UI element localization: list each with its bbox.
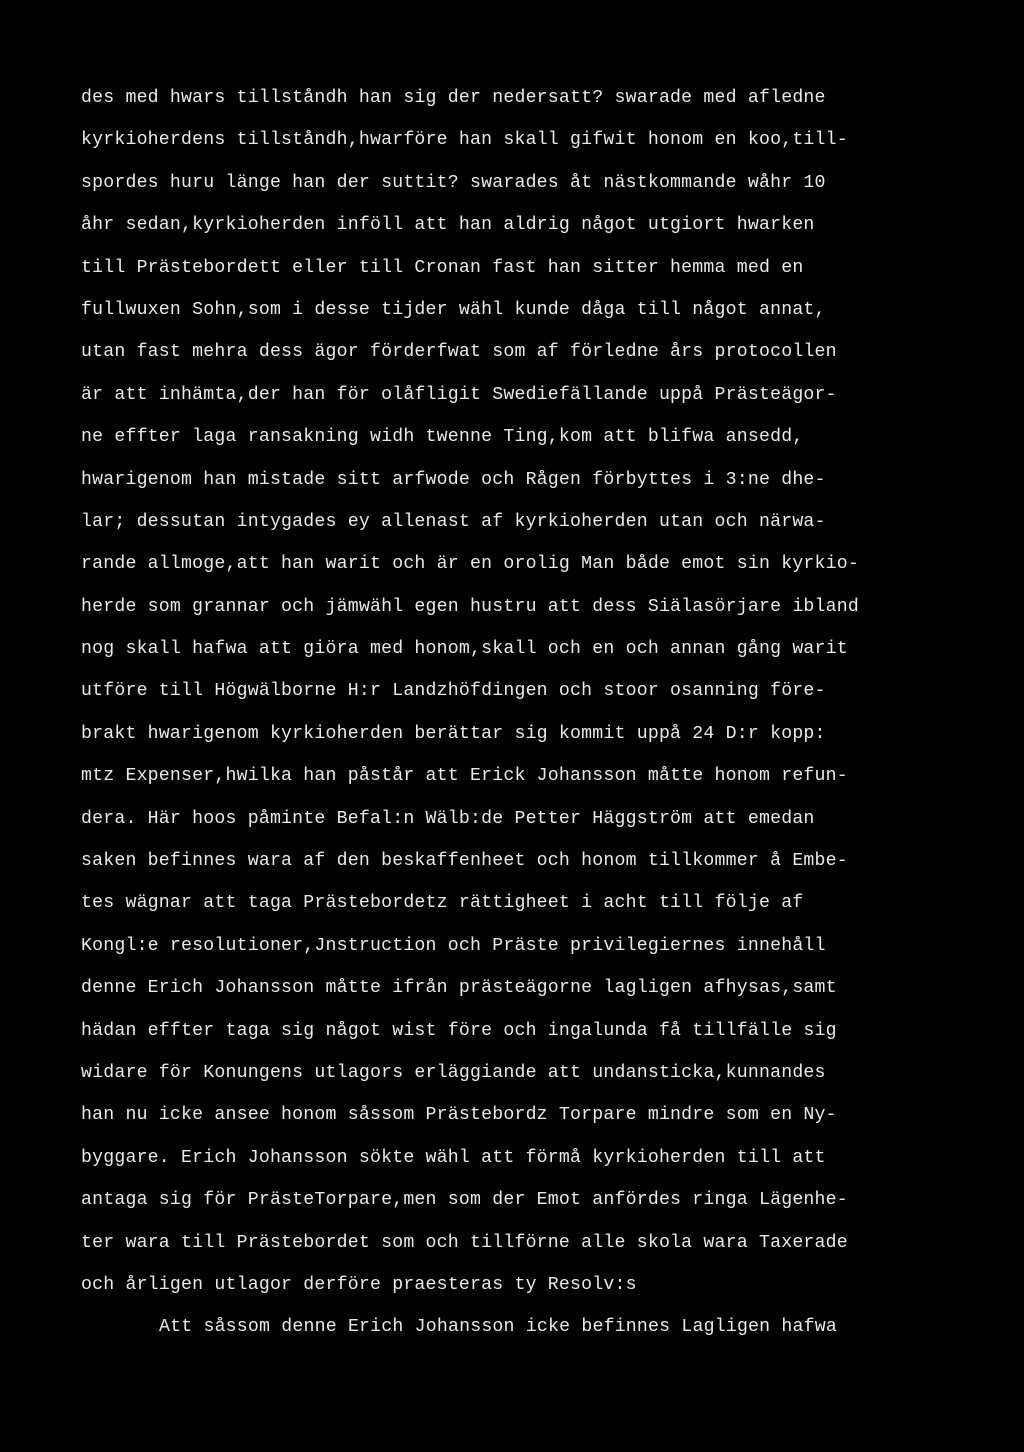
text-line-25: han nu icke ansee honom såssom Prästebordz Torpare mindre som en Ny- xyxy=(81,1105,837,1126)
text-line-19: saken befinnes wara af den beskaffenheet och honom tillkommer å Embe- xyxy=(81,851,848,872)
text-line-11: lar; dessutan intygades ey allenast af kyrkioherden utan och närwa- xyxy=(81,511,826,532)
text-line-26: byggare. Erich Johansson sökte wähl att förmå kyrkioherden till att xyxy=(81,1147,826,1168)
text-line-7: utan fast mehra dess ägor förderfwat som af förledne års protocollen xyxy=(81,342,837,363)
text-line-15: utföre till Högwälborne H:r Landzhöfdingen och stoor osanning före- xyxy=(81,681,826,702)
text-line-12: rande allmoge,att han warit och är en orolig Man både emot sin kyrkio- xyxy=(81,554,859,575)
document-text xyxy=(81,80,981,1352)
text-line-4: åhr sedan,kyrkioherden inföll att han aldrig något utgiort hwarken xyxy=(81,215,815,236)
text-line-18: dera. Här hoos påminte Befal:n Wälb:de Petter Häggström att emedan xyxy=(81,808,815,829)
text-line-13: herde som grannar och jämwähl egen hustru att dess Siälasörjare ibland xyxy=(81,596,859,617)
text-line-9: ne effter laga ransakning widh twenne Ting,kom att blifwa ansedd, xyxy=(81,427,804,448)
text-line-6: fullwuxen Sohn,som i desse tijder wähl kunde dåga till något annat, xyxy=(81,299,826,320)
text-line-2: kyrkioherdens tillståndh,hwarföre han skall gifwit honom en koo,till- xyxy=(81,130,848,151)
text-line-29: och årligen utlagor derföre praesteras ty Resolv:s xyxy=(81,1274,637,1295)
text-line-3: spordes huru länge han der suttit? swarades åt nästkommande wåhr 10 xyxy=(81,172,826,193)
text-line-22: denne Erich Johansson måtte ifrån prästeägorne lagligen afhysas,samt xyxy=(81,978,837,999)
text-line-21: Kongl:e resolutioner,Jnstruction och Präste privilegiernes innehåll xyxy=(81,935,826,956)
text-line-23: hädan effter taga sig något wist före och ingalunda få tillfälle sig xyxy=(81,1020,837,1041)
text-line-16: brakt hwarigenom kyrkioherden berättar sig kommit uppå 24 D:r kopp: xyxy=(81,723,826,744)
text-line-30: Att såssom denne Erich Johansson icke befinnes Lagligen hafwa xyxy=(159,1317,837,1338)
text-line-20: tes wägnar att taga Prästebordetz rättigheet i acht till följe af xyxy=(81,893,804,914)
text-line-14: nog skall hafwa att giöra med honom,skall och en och annan gång warit xyxy=(81,639,848,660)
text-line-17: mtz Expenser,hwilka han påstår att Erick Johansson måtte honom refun- xyxy=(81,766,848,787)
text-line-8: är att inhämta,der han för olåfligit Swediefällande uppå Prästeägor- xyxy=(81,384,837,405)
text-line-28: ter wara till Prästebordet som och tillförne alle skola wara Taxerade xyxy=(81,1232,848,1253)
text-line-24: widare för Konungens utlagors erläggiande att undansticka,kunnandes xyxy=(81,1062,826,1083)
text-line-5: till Prästebordett eller till Cronan fast han sitter hemma med en xyxy=(81,257,804,278)
text-line-1: des med hwars tillståndh han sig der nedersatt? swarade med afledne xyxy=(81,88,826,108)
text-line-27: antaga sig för PrästeTorpare,men som der Emot anfördes ringa Lägenhe- xyxy=(81,1190,848,1211)
text-line-10: hwarigenom han mistade sitt arfwode och Rågen förbyttes i 3:ne dhe- xyxy=(81,469,826,490)
